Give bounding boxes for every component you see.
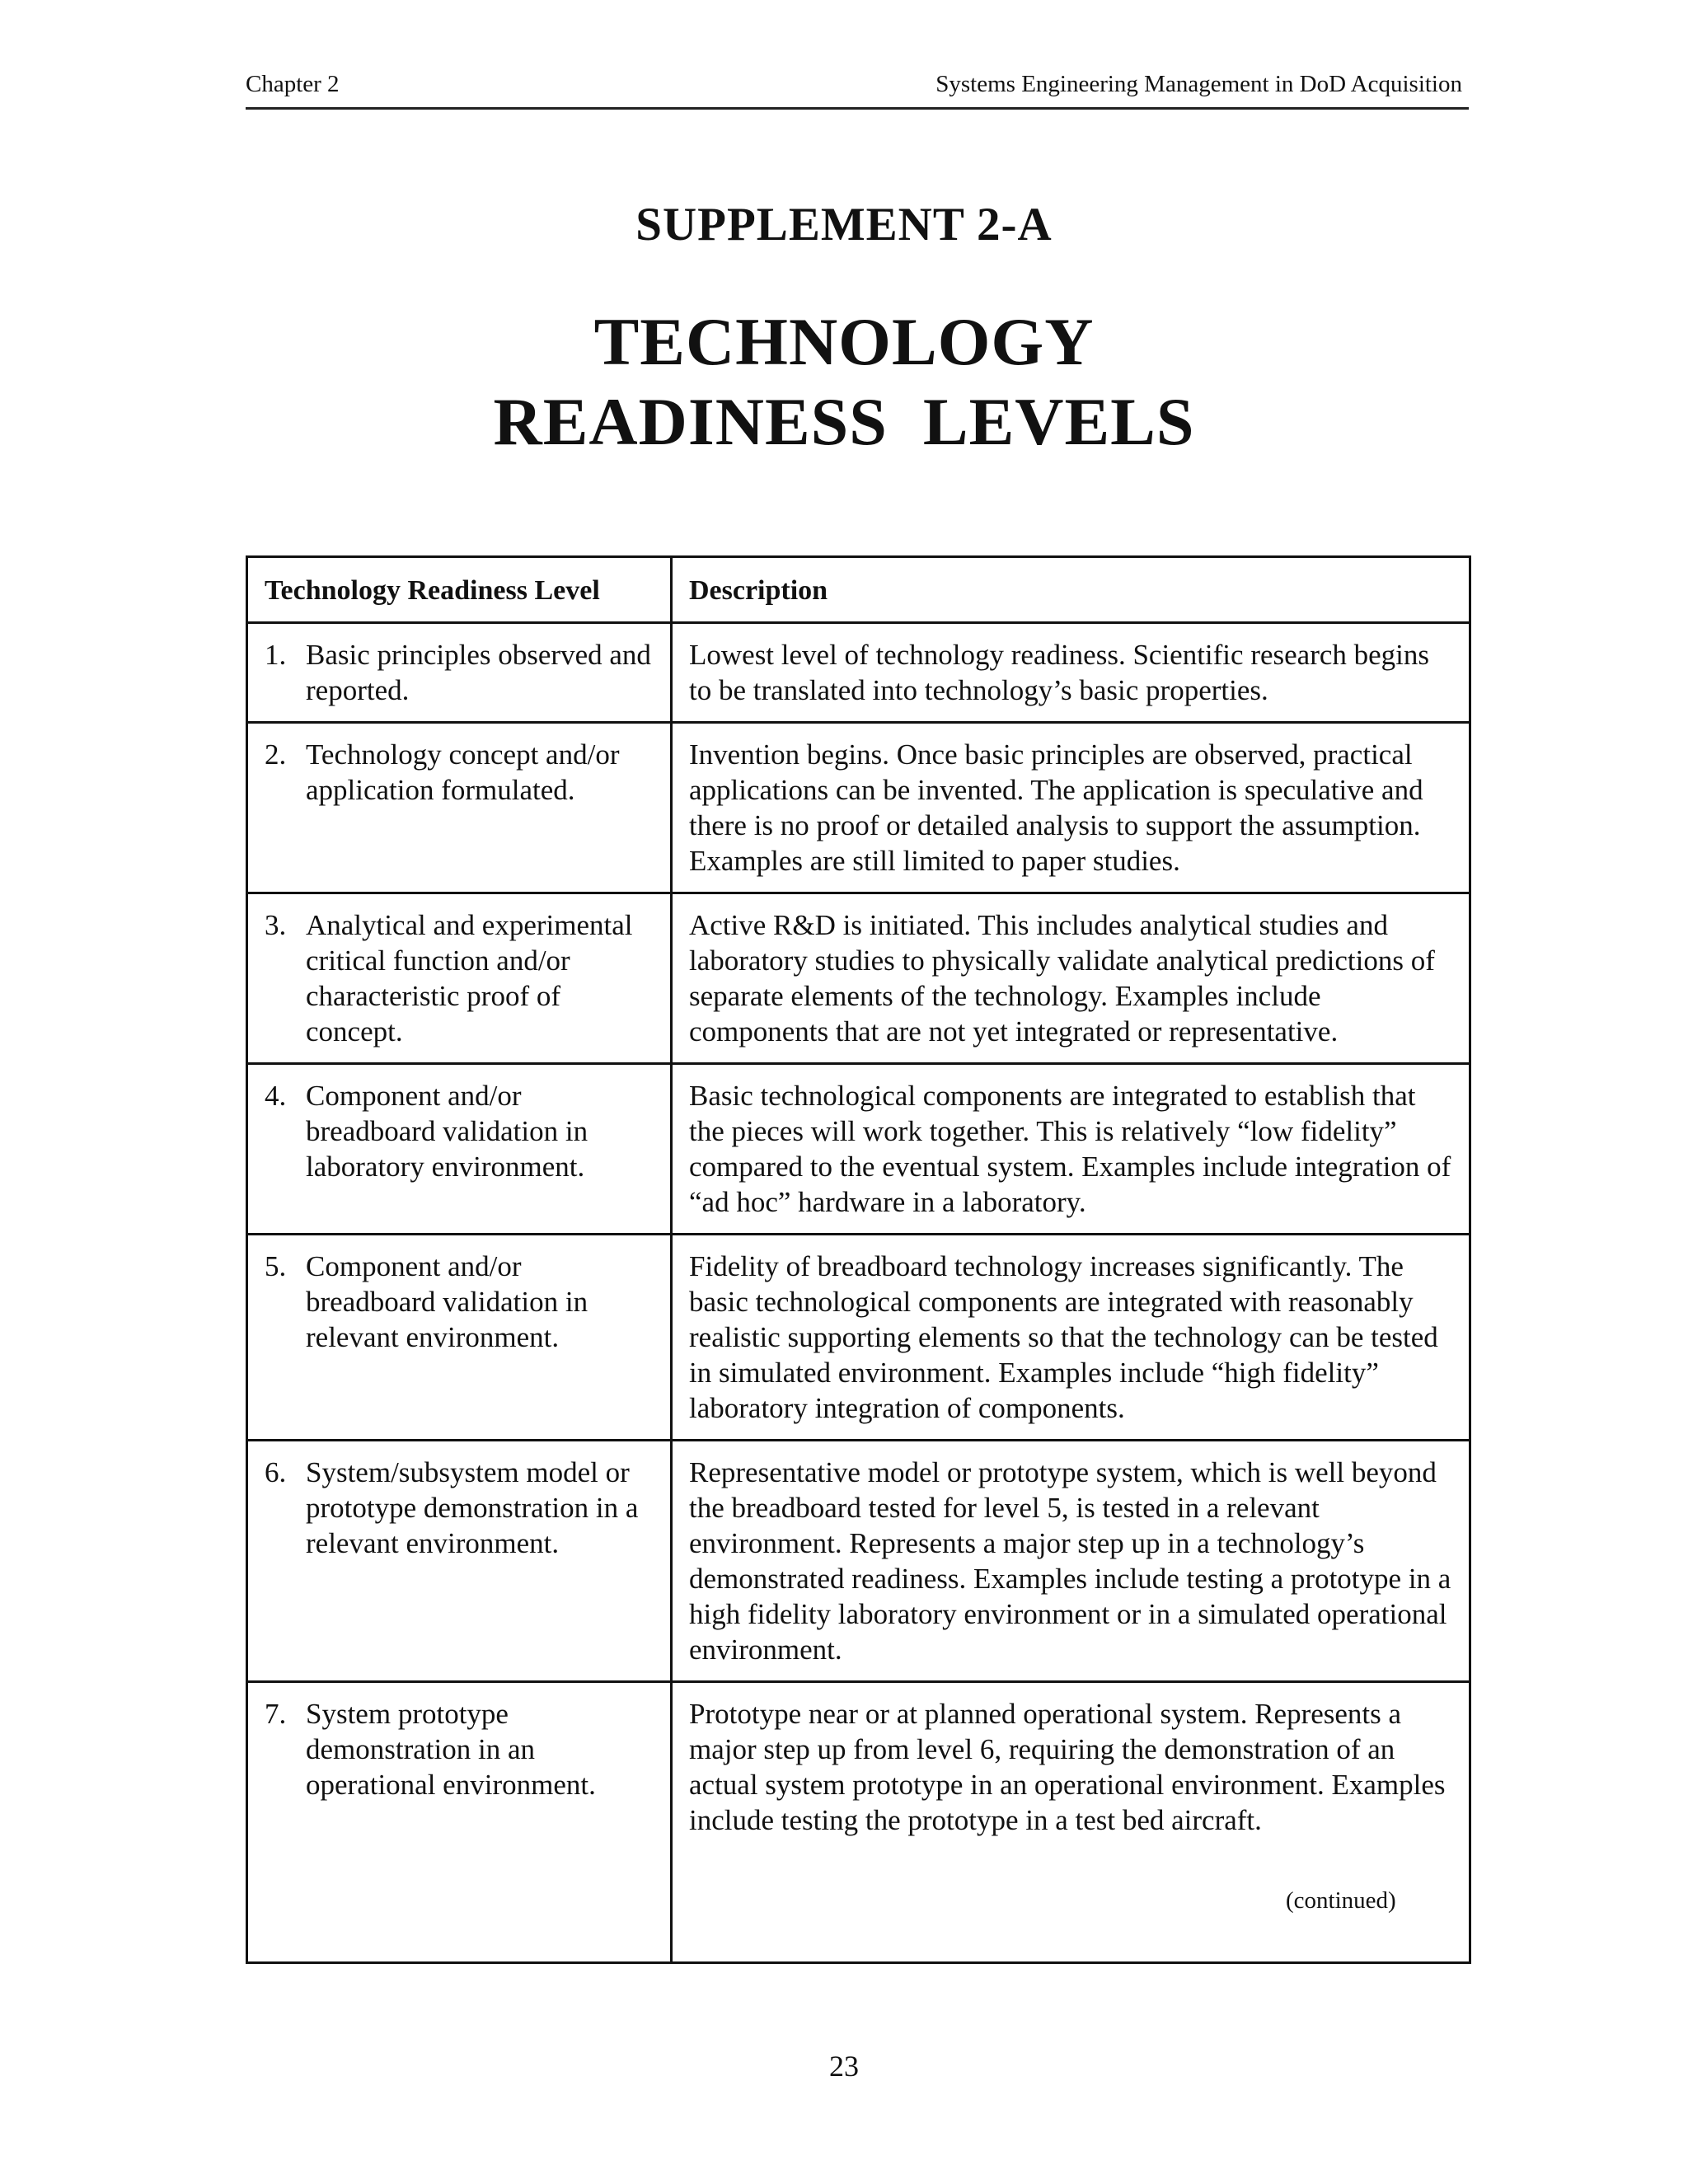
level-number: 2. <box>265 738 287 771</box>
level-name: Component and/or breadboard validation in relevant environment. <box>306 1250 588 1353</box>
column-header-description: Description <box>672 557 1470 623</box>
level-cell <box>247 723 672 893</box>
level-description: Basic technological components are integrated to establish that the pieces will work together. This is relatively “low fidelity” compared to the eventual system. Examples include integration of “ad hoc” hardware in a laboratory. <box>672 1064 1470 1235</box>
book-title: Systems Engineering Management in DoD Acquisition <box>935 71 1462 97</box>
continued-note: (continued) <box>1286 1887 1396 1914</box>
level-description: Representative model or prototype system, which is well beyond the breadboard tested for level 5, is tested in a relevant environment. Represents a major step up in a technology’s demonstrated readiness. Examples include testing a prototype in a high fidelity laboratory environment or in a simulated operational environment. <box>672 1441 1470 1682</box>
level-cell <box>247 1064 672 1235</box>
supplement-label: SUPPLEMENT 2-A <box>635 199 1053 251</box>
page-number: 23 <box>829 2050 859 2083</box>
page-title <box>0 302 1688 462</box>
trl-table <box>246 555 1471 1964</box>
level-number: 1. <box>265 639 287 671</box>
level-number: 6. <box>265 1456 287 1488</box>
level-description: Prototype near or at planned operational system. Represents a major step up from level 6, requiring the demonstration of an actual system prototype in an operational environment. Examples include testing the prototype in a test bed aircraft. <box>672 1682 1470 1963</box>
table-header-row <box>247 557 1470 623</box>
table-row <box>247 893 1470 1064</box>
level-number: 4. <box>265 1080 287 1112</box>
table-row <box>247 1682 1470 1963</box>
level-name: Technology concept and/or application formulated. <box>306 738 620 806</box>
title-line-2: READINESS LEVELS <box>493 384 1195 459</box>
table-row <box>247 1441 1470 1682</box>
chapter-label: Chapter 2 <box>246 71 340 97</box>
level-name: Component and/or breadboard validation in laboratory environment. <box>306 1080 588 1183</box>
table-row <box>247 1235 1470 1441</box>
level-number: 3. <box>265 909 287 941</box>
running-header <box>246 68 1469 110</box>
level-number: 7. <box>265 1698 287 1730</box>
level-cell <box>247 1682 672 1963</box>
level-cell <box>247 893 672 1064</box>
level-description: Active R&D is initiated. This includes analytical studies and laboratory studies to physically validate analytical predictions of separate elements of the technology. Examples include components that are not yet integrated or representative. <box>672 893 1470 1064</box>
level-description: Lowest level of technology readiness. Scientific research begins to be translated into technology’s basic properties. <box>672 623 1470 723</box>
level-description: Fidelity of breadboard technology increases significantly. The basic technological components are integrated with reasonably realistic supporting elements so that the technology can be tested in simulated environment. Examples include “high fidelity” laboratory integration of components. <box>672 1235 1470 1441</box>
level-cell <box>247 1441 672 1682</box>
column-header-level: Technology Readiness Level <box>247 557 672 623</box>
level-cell <box>247 1235 672 1441</box>
level-number: 5. <box>265 1250 287 1282</box>
table-row <box>247 723 1470 893</box>
level-cell <box>247 623 672 723</box>
level-name: Analytical and experimental critical function and/or characteristic proof of concept. <box>306 909 633 1047</box>
level-name: System prototype demonstration in an operational environment. <box>306 1698 596 1801</box>
table-row <box>247 623 1470 723</box>
table-row <box>247 1064 1470 1235</box>
title-line-1: TECHNOLOGY <box>593 304 1095 379</box>
level-name: Basic principles observed and reported. <box>306 639 651 706</box>
level-name: System/subsystem model or prototype demonstration in a relevant environment. <box>306 1456 639 1559</box>
level-description: Invention begins. Once basic principles are observed, practical applications can be invented. The application is speculative and there is no proof or detailed analysis to support the assumption. Examples are still limited to paper studies. <box>672 723 1470 893</box>
